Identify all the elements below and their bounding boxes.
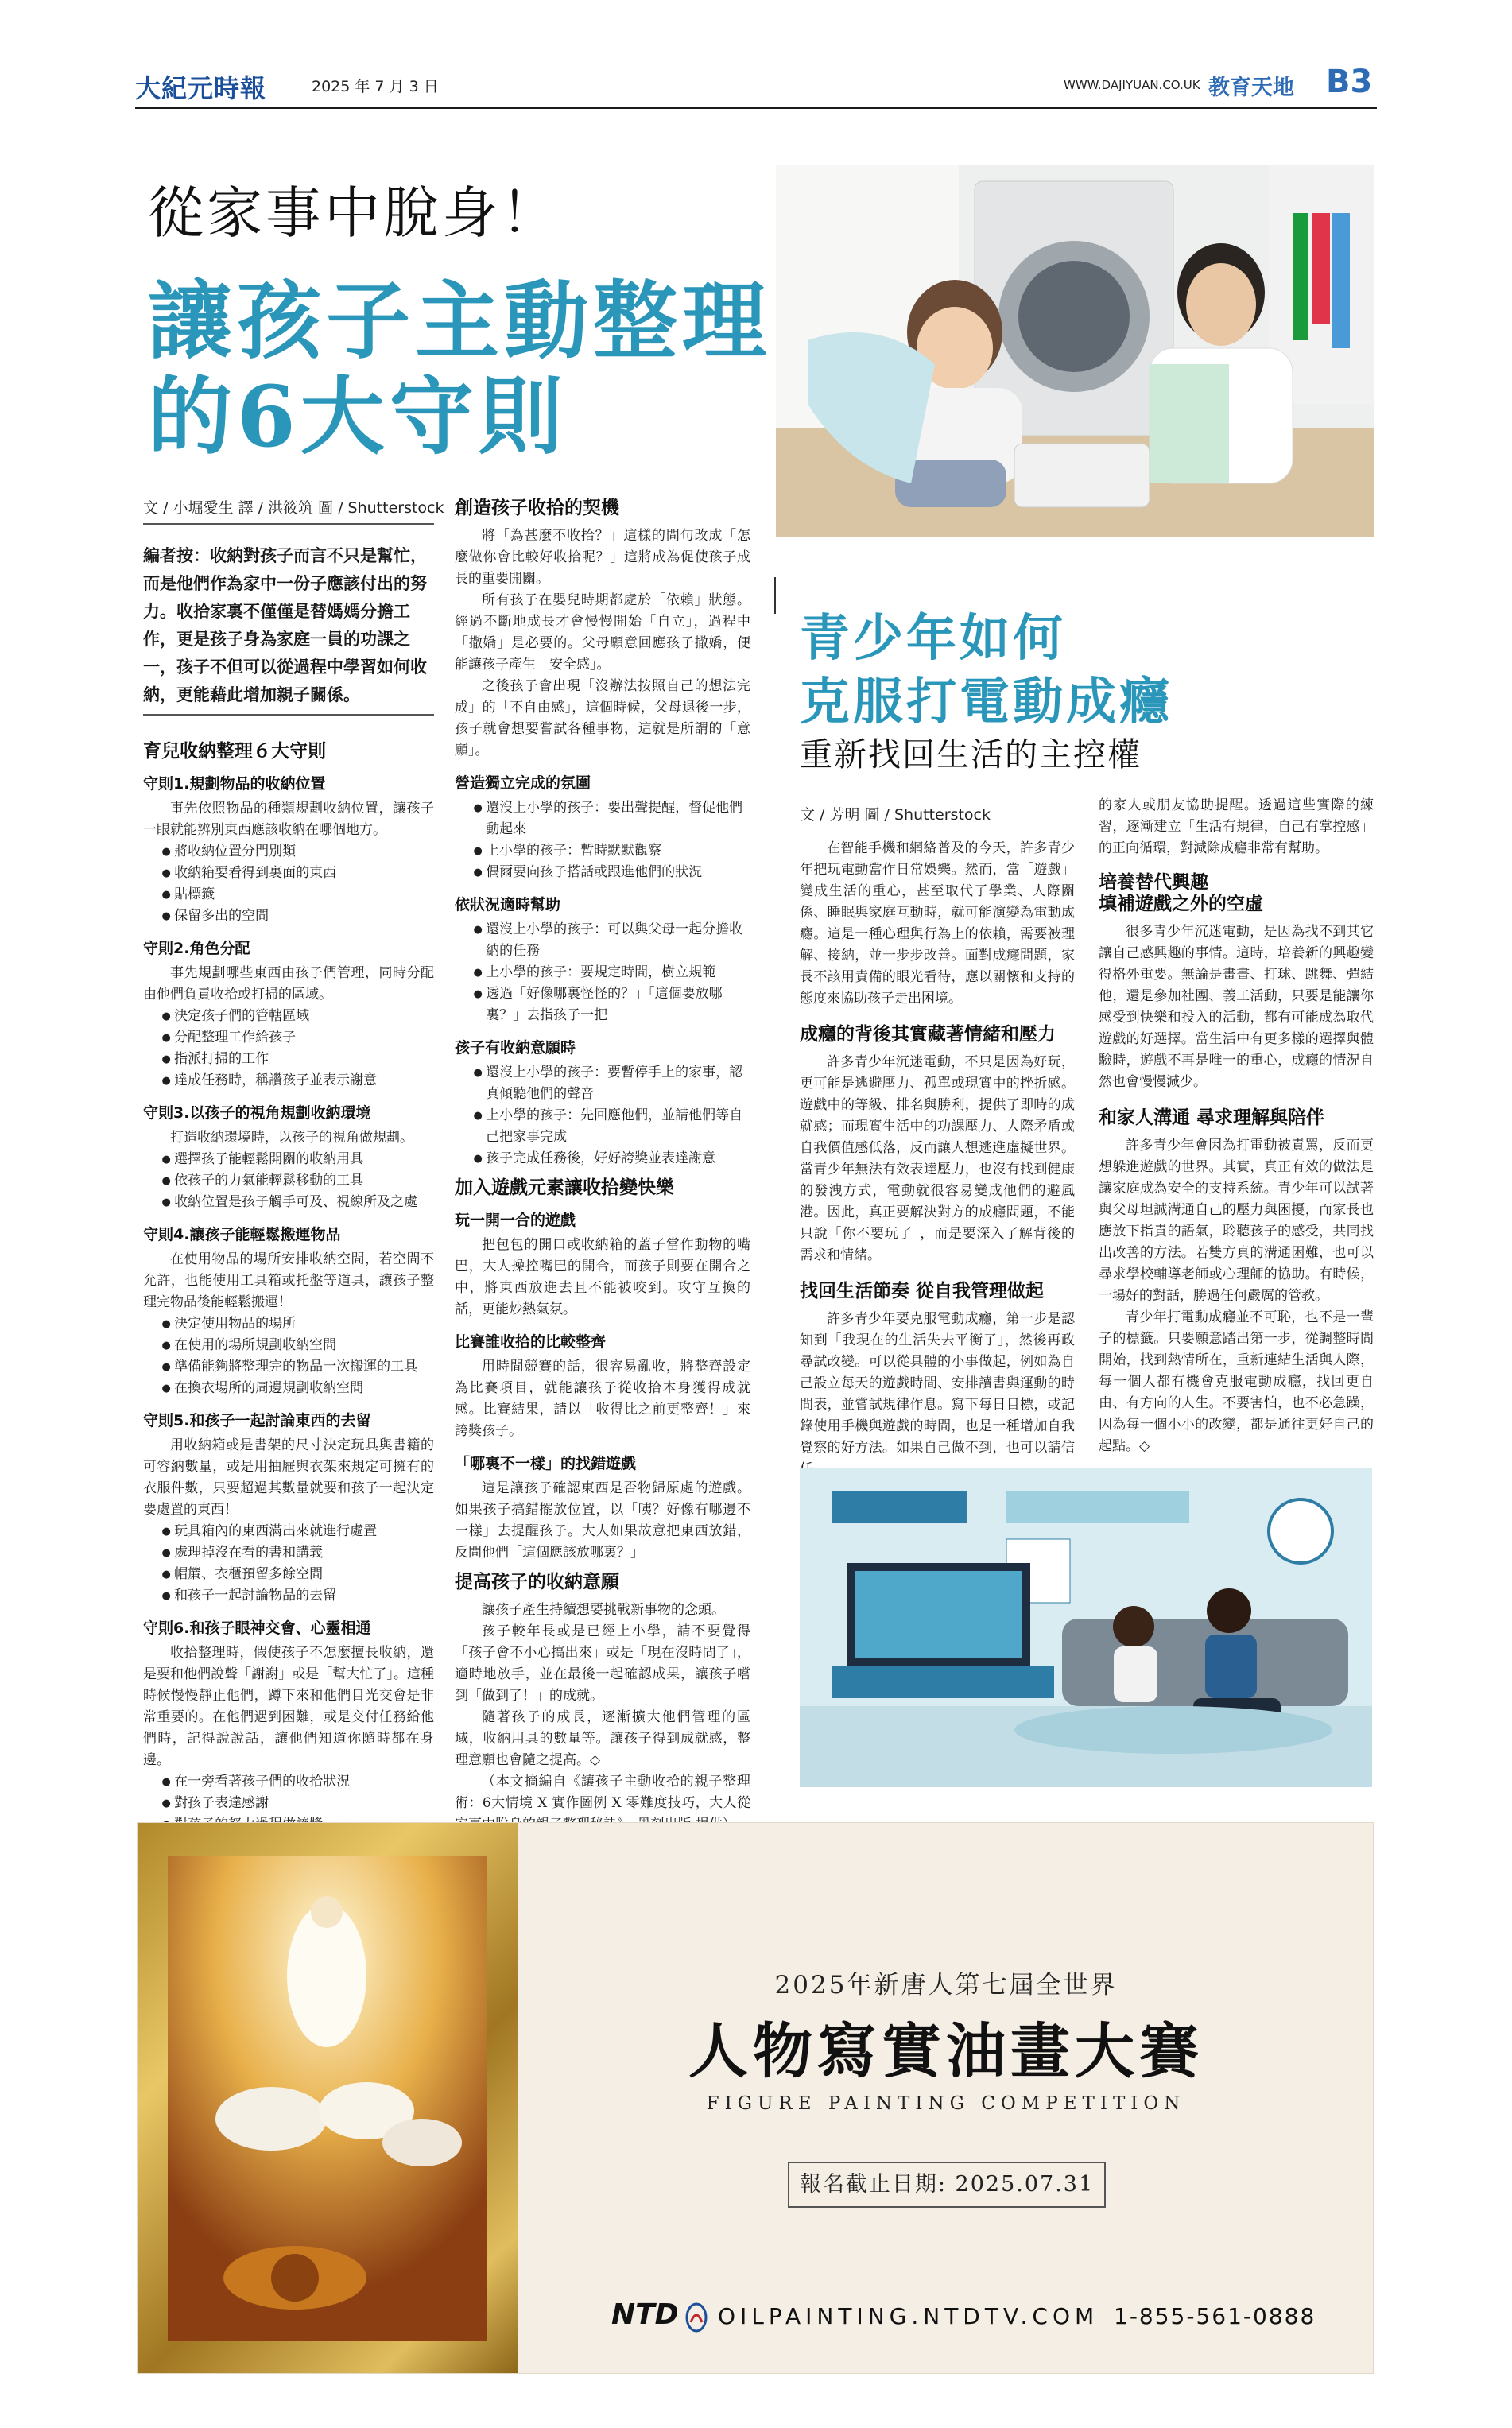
section-heading: 找回生活節奏 從自我管理做起 [800, 1281, 1045, 1301]
paragraph: 讓孩子產生持續想要挑戰新事物的念頭。 [482, 1602, 725, 1618]
list-item: ● 依孩子的力氣能輕鬆移動的工具 [174, 1170, 434, 1192]
website-url: WWW.DAJIYUAN.CO.UK [1064, 78, 1200, 92]
ad-english-title: FIGURE PAINTING COMPETITION [706, 2093, 1186, 2114]
article2-column2 [1099, 795, 1374, 1457]
article1-column2 [455, 490, 750, 1836]
photo-father-son-folding-laundry [776, 165, 1374, 537]
paragraph: 很多青少年沉迷電動，是因為找不到其它讓自己感興趣的事情。這時，培養新的興趣變得格外重要。無論是畫畫、打球、跳舞、彈結他，還是參加社團、義工活動，只要是能讓你感受到快樂和投入的活動，都有可能成為取代遊戲的好選擇。當生活中有更多樣的選擇與體驗時，遊戲不再是唯一的重心，成癮的情況自然也會慢慢減少。 [1099, 924, 1374, 1090]
ad-title: 人物寫實油畫大賽 [688, 2016, 1204, 2086]
section-heading: 提高孩子的收納意願 [455, 1572, 619, 1592]
editor-note-divider [143, 714, 434, 716]
list-item: ● 帽簾、衣櫃預留多餘空間 [174, 1564, 434, 1585]
paragraph: 隨著孩子的成長，逐漸擴大他們管理的區域，收納用具的數量等。讓孩子得到成就感，整理意願也會隨之提高。◇ [455, 1709, 750, 1768]
newspaper-logo: 大紀元時報 [135, 73, 267, 103]
list-item: ● 處理掉沒在看的書和講義 [174, 1542, 434, 1564]
list-item: ● 指派打掃的工作 [174, 1049, 434, 1070]
list-item: ● 對孩子表達感謝 [174, 1793, 434, 1814]
illustration-father-son-gaming [800, 1468, 1372, 1787]
masthead-rule [135, 107, 1377, 109]
paragraph: 之後孩子會出現「沒辦法按照自己的想法完成」的「不自由感」，這個時候，父母退後一步，孩子就會想要嘗試各種事物，這就是所謂的「意願」。 [455, 678, 750, 758]
rule4-list [143, 1313, 434, 1399]
rule3-paragraph: 打造收納環境時，以孩子的視角做規劃。 [170, 1130, 413, 1146]
rule1-title: 守則1.規劃物品的收納位置 [143, 775, 326, 793]
article2-title-line1: 青少年如何 [800, 608, 1066, 667]
paragraph: 許多青少年會因為打電動被責罵，反而更想躲進遊戲的世界。其實，真正有效的做法是讓家庭成為安全的支持系統。青少年可以試著與父母坦誠溝通自己的壓力與困擾，而家長也應放下指責的語氣，聆聽孩子的感受，共同找出改善的方法。若雙方真的溝通困難，也可以尋求學校輔導老師或心理師的協助。有時候，一場好的對話，勝過任何嚴厲的管教。 [1099, 1138, 1374, 1304]
paragraph: 在智能手機和網絡普及的今天，許多青少年把玩電動當作日常娛樂。然而，當「遊戲」變成生活的重心，甚至取代了學業、人際關係、睡眠與家庭互動時，就可能演變為電動成癮。這是一種心理與行為上的依賴，需要被理解、接納，並一步步改善。面對成癮問題，家長不該用責備的眼光看待，應以關懷和支持的態度來協助孩子走出困境。 [800, 840, 1075, 1006]
article1-column1 [143, 733, 434, 1857]
rule3-title: 守則3.以孩子的視角規劃收納環境 [143, 1104, 371, 1122]
editor-note: 編者按：收納對孩子而言不只是幫忙，而是他們作為家中一份子應該付出的努力。收拾家裏不僅僅是替媽媽分擔工作，更是孩子身為家庭一員的功課之一，孩子不但可以從過程中學習如何收納，更能藉此增加親子關係。 [143, 546, 427, 704]
paragraph: 孩子較年長或是已經上小學，請不要覺得「孩子會不小心搞出來」或是「現在沒時間了」，適時地放手，並在最後一起確認成果，讓孩子嚐到「做到了！」的成就。 [455, 1623, 750, 1704]
paragraph: 的家人或朋友協助提醒。透過這些實際的練習，逐漸建立「生活有規律，自己有掌控感」的正向循環，對減除成癮非常有幫助。 [1099, 797, 1374, 856]
section-heading: 培養替代興趣 [1099, 872, 1208, 893]
paragraph: 青少年打電動成癮並不可恥，也不是一輩子的標籤。只要願意踏出第一步，從調整時間開始，找到熱情所在，重新連結生活與人際，每一個人都有機會克服電動成癮，找回更自由、有方向的人生。不要害怕，也不必急躁，因為每一個小小的改變，都是通往更好自己的起點。◇ [1099, 1309, 1374, 1454]
list-item: ● 在使用的場所規劃收納空間 [174, 1335, 434, 1356]
list-item: ● 準備能夠將整理完的物品一次搬運的工具 [174, 1356, 434, 1378]
subheading: 比賽誰收拾的比較整齊 [455, 1333, 607, 1351]
ad-phone-number[interactable]: 1-855-561-0888 [1114, 2303, 1316, 2329]
ad-footer [611, 2298, 1374, 2338]
list-item: ● 達成任務時，稱讚孩子並表示謝意 [174, 1070, 434, 1092]
bullet-list [455, 797, 750, 883]
credit-divider [143, 523, 434, 525]
article1-title-line1: 讓孩子主動整理 [148, 271, 771, 370]
paragraph: 許多青少年沉迷電動，不只是因為好玩，更可能是逃避壓力、孤單或現實中的挫折感。遊戲中的等級、排名與勝利，提供了即時的成就感；而現實生活中的功課壓力、人際矛盾或自我價值感低落，反而讓人想逃進虛擬世界。當青少年無法有效表達壓力，也沒有找到健康的發洩方式，電動就很容易變成他們的避風港。因此，真正要解決對方的成癮問題，不能只說「你不要玩了」，而是要深入了解背後的需求和情緒。 [800, 1054, 1075, 1263]
list-item: ● 決定使用物品的場所 [174, 1313, 434, 1335]
paragraph: 所有孩子在嬰兒時期都處於「依賴」狀態。經過不斷地成長才會慢慢開始「自立」，過程中「撒嬌」是必要的。父母願意回應孩子撒嬌，便能讓孩子產生「安全感」。 [455, 592, 750, 673]
bullet-list [455, 919, 750, 1026]
list-item: ● 還沒上小學的孩子：可以與父母一起分擔收納的任務 [486, 919, 750, 962]
oil-painting-image [168, 1856, 487, 2341]
painting-competition-ad[interactable] [137, 1822, 1374, 2374]
section-heading: 加入遊戲元素讓收拾變快樂 [455, 1177, 674, 1198]
paragraph: 這是讓孩子確認東西是否物歸原處的遊戲。如果孩子搞錯擺放位置，以「咦？好像有哪邊不一樣」去提醒孩子。大人如果故意把東西放錯，反問他們「這個應該放哪裏？」 [455, 1480, 750, 1561]
list-item: ● 偶爾要向孩子搭話或跟進他們的狀況 [486, 862, 750, 883]
list-item: ● 玩具箱內的東西滿出來就進行處置 [174, 1521, 434, 1542]
article2-subtitle: 重新找回生活的主控權 [800, 735, 1142, 774]
list-item: ● 上小學的孩子：暫時默默觀察 [486, 840, 750, 862]
list-item: ● 和孩子一起討論物品的去留 [174, 1585, 434, 1607]
subheading: 依狀況適時幫助 [455, 896, 561, 913]
article2-credit: 文 / 芳明 圖 / Shutterstock [800, 806, 991, 824]
rule2-list [143, 1006, 434, 1092]
masthead [135, 64, 1377, 103]
list-item: ● 透過「好像哪裏怪怪的？」「這個要放哪裏？」去指孩子一把 [486, 983, 750, 1026]
list-item: ● 貼標籤 [174, 884, 434, 906]
ntd-logo: NTD [611, 2298, 679, 2331]
list-item: ● 還沒上小學的孩子：要暫停手上的家事，認真傾聽他們的聲音 [486, 1062, 750, 1105]
rule2-paragraph: 事先規劃哪些東西由孩子們管理，同時分配由他們負責收拾或打掃的區域。 [143, 965, 434, 1003]
list-item: ● 上小學的孩子：要規定時間，樹立規範 [486, 962, 750, 983]
list-item: ● 在一旁看著孩子們的收拾狀況 [174, 1771, 434, 1793]
subheading: 孩子有收納意願時 [455, 1039, 576, 1057]
list-item: ● 在換衣場所的周邊規劃收納空間 [174, 1378, 434, 1399]
article1-kicker: 從家事中脫身！ [148, 180, 560, 246]
ntd-emblem-icon [684, 2302, 708, 2333]
article1-credit: 文 / 小堀愛生 譯 / 洪筱筑 圖 / Shutterstock [143, 499, 444, 517]
list-item: ● 收納位置是孩子觸手可及、視線所及之處 [174, 1192, 434, 1213]
subheading: 玩一開一合的遊戲 [455, 1212, 576, 1229]
section-heading: 和家人溝通 尋求理解與陪伴 [1099, 1107, 1325, 1128]
rule5-list [143, 1521, 434, 1607]
subheading: 「哪裏不一樣」的找錯遊戲 [455, 1455, 637, 1472]
paragraph: 把包包的開口或收納箱的蓋子當作動物的嘴巴，大人操控嘴巴的開合，而孩子則要在開合之中，將東西放進去且不能被咬到。攻守互換的話，更能炒熱氣氛。 [455, 1237, 750, 1317]
list-item: ● 收納箱要看得到裏面的東西 [174, 863, 434, 884]
rule4-paragraph: 在使用物品的場所安排收納空間，若空間不允許，也能使用工具箱或托盤等道具，讓孩子整理完物品後能輕鬆搬運！ [143, 1251, 434, 1310]
rule1-paragraph: 事先依照物品的種類規劃收納位置，讓孩子一眼就能辨別東西應該收納在哪個地方。 [143, 801, 434, 838]
subheading: 營造獨立完成的氛圍 [455, 774, 591, 792]
article1-title-line2: 的6大守則 [148, 367, 568, 466]
page-number: B3 [1326, 64, 1373, 100]
article2-title-line2: 克服打電動成癮 [800, 672, 1173, 731]
section-heading: 填補遊戲之外的空虛 [1099, 894, 1263, 914]
bullet-list [455, 1062, 750, 1169]
rule6-paragraph: 收拾整理時，假使孩子不怎麼擅長收納，還是要和他們說聲「謝謝」或是「幫大忙了」。這種時候慢慢靜止他們，蹲下來和他們目光交會是非常重要的。在他們遇到困難，或是交付任務給他們時，記得說說話，讓他們知道你隨時都在身邊。 [143, 1645, 434, 1768]
ad-website-link[interactable]: OILPAINTING.NTDTV.COM [718, 2303, 1099, 2329]
list-item: ● 分配整理工作給孩子 [174, 1027, 434, 1049]
list-item: ● 孩子完成任務後，好好誇獎並表達謝意 [486, 1148, 750, 1169]
paragraph: 用時間競賽的話，很容易亂收，將整齊設定為比賽項目，就能讓孩子從收拾本身獲得成就感。比賽結果，請以「收得比之前更整齊！」來誇獎孩子。 [455, 1359, 750, 1439]
rule5-title: 守則5.和孩子一起討論東西的去留 [143, 1412, 371, 1429]
list-item: ● 還沒上小學的孩子：要出聲提醒，督促他們動起來 [486, 797, 750, 840]
rule4-title: 守則4.讓孩子能輕鬆搬運物品 [143, 1226, 341, 1243]
ad-year-line: 2025年新唐人第七屆全世界 [774, 1971, 1118, 1999]
list-item: ● 將收納位置分門別類 [174, 841, 434, 863]
deadline-box: 報名截止日期: 2025.07.31 [788, 2162, 1106, 2208]
section-name: 教育天地 [1208, 76, 1294, 100]
section-heading: 成癮的背後其實藏著情緒和壓力 [800, 1024, 1056, 1045]
article2-column1 [800, 838, 1075, 1480]
rule2-title: 守則2.角色分配 [143, 940, 250, 957]
issue-date: 2025 年 7 月 3 日 [312, 78, 439, 95]
rules-heading: 育兒收納整理６大守則 [143, 741, 326, 762]
list-item: ● 保留多出的空間 [174, 906, 434, 927]
article2-frame-mark [774, 577, 776, 614]
rule5-paragraph: 用收納箱或是書架的尺寸決定玩具與書籍的可容納數量，或是用抽屜與衣架來規定可擁有的衣服件數，只要超過其數量就要和孩子一起決定要處置的東西！ [143, 1437, 434, 1518]
list-item: ● 選擇孩子能輕鬆開關的收納用具 [174, 1149, 434, 1170]
source-note: （本文摘編自《讓孩子主動收拾的親子整理術：6大情境 X 實作圖例 X 零難度技巧，大人從 [455, 1774, 750, 1811]
rule6-title: 守則6.和孩子眼神交會、心靈相通 [143, 1619, 371, 1637]
rule1-list [143, 841, 434, 927]
paragraph: 許多青少年要克服電動成癮，第一步是認知到「我現在的生活失去平衡了」，然後再政尋試改變。可以從具體的小事做起，例如為自己設立每天的遊戲時間、安排讀書與運動的時間表，並嘗試規律作息。寫下每日目標，或記錄使用手機與遊戲的時間，也是一種增加自我覺察的好方法。如果自己做不到，也可以請信 [800, 1311, 1075, 1456]
ornate-gold-frame [138, 1823, 518, 2374]
section-heading: 創造孩子收拾的契機 [455, 498, 619, 518]
list-item: ● 決定孩子們的管轄區域 [174, 1006, 434, 1027]
list-item: ● 上小學的孩子：先回應他們，並請他們等自己把家事完成 [486, 1105, 750, 1148]
paragraph: 將「為甚麼不收拾？」這樣的問句改成「怎麼做你會比較好收拾呢？」這將成為促使孩子成長的重要開關。 [455, 528, 750, 587]
rule3-list [143, 1149, 434, 1213]
